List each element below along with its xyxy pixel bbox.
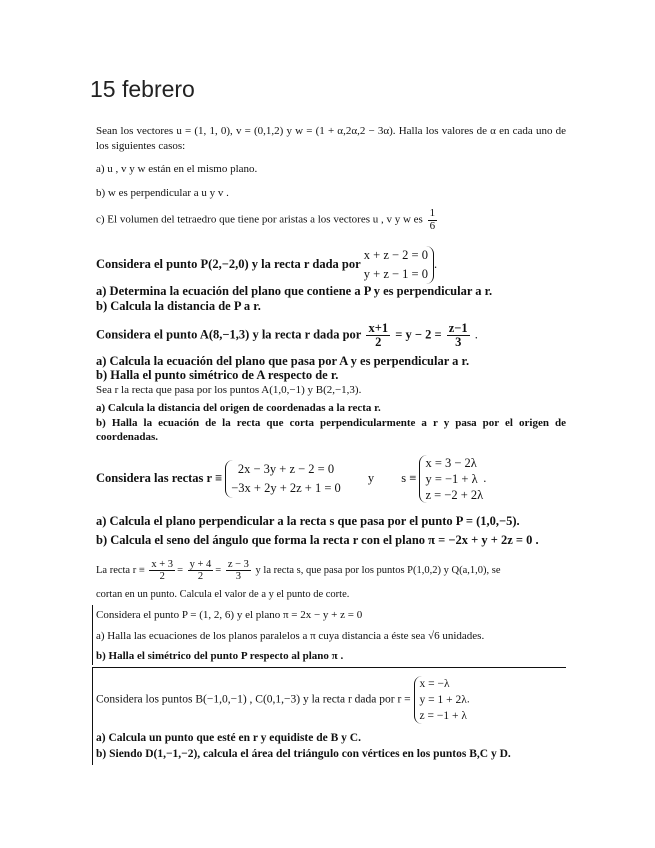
conjunction-y: y <box>367 470 375 485</box>
fraction-denominator: 2 <box>188 570 214 582</box>
period: . <box>483 470 487 485</box>
problem-8-part-b: b) Siendo D(1,−1,−2), calcula el área del triángulo con vértices en los puntos B,C y D. <box>96 748 511 760</box>
problem-3-fraction-2 <box>447 322 470 349</box>
problem-6-rest: y la recta s, que pasa por los puntos P(1,0,2) y Q(a,1,0), se <box>255 564 501 576</box>
system-equation-2: −3x + 2y + 2z + 1 = 0 <box>231 481 341 495</box>
system-equation-2: y = 1 + 2λ <box>419 694 467 706</box>
fraction-numerator: z − 3 <box>227 559 249 570</box>
period: . <box>474 327 478 342</box>
problem-2-system <box>364 246 434 284</box>
problem-4-intro: Sea r la recta que pasa por los puntos A(1,0,−1) y B(2,−1,3). <box>96 384 362 396</box>
system-equation-1: 2x − 3y + z − 2 = 0 <box>237 462 335 476</box>
problem-3-intro <box>96 322 478 349</box>
fraction-denominator: 2 <box>366 335 390 349</box>
problem-5-part-b: b) Calcula el seno del ángulo que forma la recta r con el plano π = −2x + y + 2z = 0 . <box>96 533 539 547</box>
problem-3-part-a: a) Calcula la ecuación del plano que pasa por A y es perpendicular a r. <box>96 354 470 368</box>
problem-3-fraction-1 <box>366 322 390 349</box>
problem-5-system-r <box>225 460 341 498</box>
problem-8-system <box>414 676 467 724</box>
problem-6-intro: La recta r ≡ $\frac{x + 3}{2}$ = $\frac{y + 4}{2}$ = $\frac{z - 3}{3}$ y la recta s, que pasa por los puntos P(1,0,2) y Q(a,1,0), se <box>96 559 501 583</box>
page-title: 15 febrero <box>90 76 195 102</box>
problem-1-part-b: b) w es perpendicular a u y v . <box>96 187 229 199</box>
problem-8-intro <box>96 676 470 724</box>
problem-5-system-s <box>419 455 483 503</box>
problem-5-s-label: s ≡ <box>401 470 417 485</box>
problem-8-intro-text: Considera los puntos B(−1,0,−1) , C(0,1,−3) y la recta r dada por r = <box>96 693 411 706</box>
problem-6-line-2: cortan en un punto. Calcula el valor de a y el punto de corte. <box>96 589 350 600</box>
problem-3-intro-text: Considera el punto A(8,−1,3) y la recta r dada por <box>96 327 362 342</box>
problem-5-intro <box>96 455 486 503</box>
problem-1-part-c-text: c) El volumen del tetraedro que tiene por aristas a los vectores u , v y w es <box>96 213 423 226</box>
period: . <box>433 256 438 271</box>
problem-2-part-a: a) Determina la ecuación del plano que contiene a P y es perpendicular a r. <box>96 284 493 298</box>
system-equation-1: x = 3 − 2λ <box>425 456 477 470</box>
period: . <box>466 693 470 706</box>
equation-middle: = y − 2 = <box>395 327 442 342</box>
problem-7-intro: Considera el punto P = (1, 2, 6) y el plano π = 2x − y + z = 0 <box>96 609 363 621</box>
system-equation-2: y = −1 + λ <box>425 472 478 486</box>
problem-7-part-b: b) Halla el simétrico del punto P respecto al plano π . <box>96 650 344 662</box>
problem-6-fraction-3 <box>226 559 251 582</box>
problem-1-part-a: a) u , v y w están en el mismo plano. <box>96 163 258 175</box>
system-equation-2: y + z − 1 = 0 <box>363 267 428 281</box>
problem-1-part-c <box>96 208 439 232</box>
system-equation-1: x + z − 2 = 0 <box>363 248 428 262</box>
problem-2-intro <box>96 246 437 284</box>
problem-8-border-top <box>92 667 566 668</box>
problem-6-intro-text: La recta r ≡ <box>96 564 145 576</box>
fraction-denominator: 3 <box>226 570 251 582</box>
fraction-numerator: x+1 <box>368 321 389 335</box>
system-equation-3: z = −1 + λ <box>419 710 467 722</box>
system-equation-1: x = −λ <box>419 678 450 690</box>
problem-2-part-b: b) Calcula la distancia de P a r. <box>96 299 261 313</box>
problem-6-fraction-2 <box>188 559 214 582</box>
problem-7-part-a: a) Halla las ecuaciones de los planos paralelos a π cuya distancia a éste sea √6 unidades. <box>96 630 485 642</box>
fraction-numerator: y + 4 <box>189 559 212 570</box>
problem-6-fraction-1 <box>149 559 175 582</box>
fraction-numerator: x + 3 <box>151 559 174 570</box>
problem-8-part-a: a) Calcula un punto que esté en r y equidiste de B y C. <box>96 732 361 744</box>
problem-7-border-left <box>92 605 93 665</box>
problem-2-intro-text: Considera el punto P(2,−2,0) y la recta r dada por <box>96 256 361 271</box>
fraction-numerator: 1 <box>429 207 436 219</box>
system-equation-3: z = −2 + 2λ <box>425 488 484 502</box>
fraction-numerator: z−1 <box>448 321 468 335</box>
problem-5-part-a: a) Calcula el plano perpendicular a la recta s que pasa por el punto P = (1,0,−5). <box>96 514 520 528</box>
fraction-denominator: 3 <box>447 335 470 349</box>
fraction-denominator: 6 <box>429 219 436 232</box>
problem-5-intro-text: Considera las rectas r ≡ <box>96 470 223 485</box>
problem-3-part-b: b) Halla el punto simétrico de A respecto de r. <box>96 368 339 382</box>
problem-8-border-left <box>92 667 93 765</box>
problem-1-part-c-fraction <box>428 208 438 232</box>
problem-1-intro: Sean los vectores u = (1, 1, 0), v = (0,1,2) y w = (1 + α,2α,2 − 3α). Halla los valores de α en cada uno de los siguientes casos: <box>96 125 566 152</box>
problem-4-part-b: b) Halla la ecuación de la recta que corta perpendicularmente a r y pasa por el origen de coordenadas. <box>96 417 566 443</box>
fraction-denominator: 2 <box>149 570 175 582</box>
problem-4-part-a: a) Calcula la distancia del origen de coordenadas a la recta r. <box>96 402 381 414</box>
